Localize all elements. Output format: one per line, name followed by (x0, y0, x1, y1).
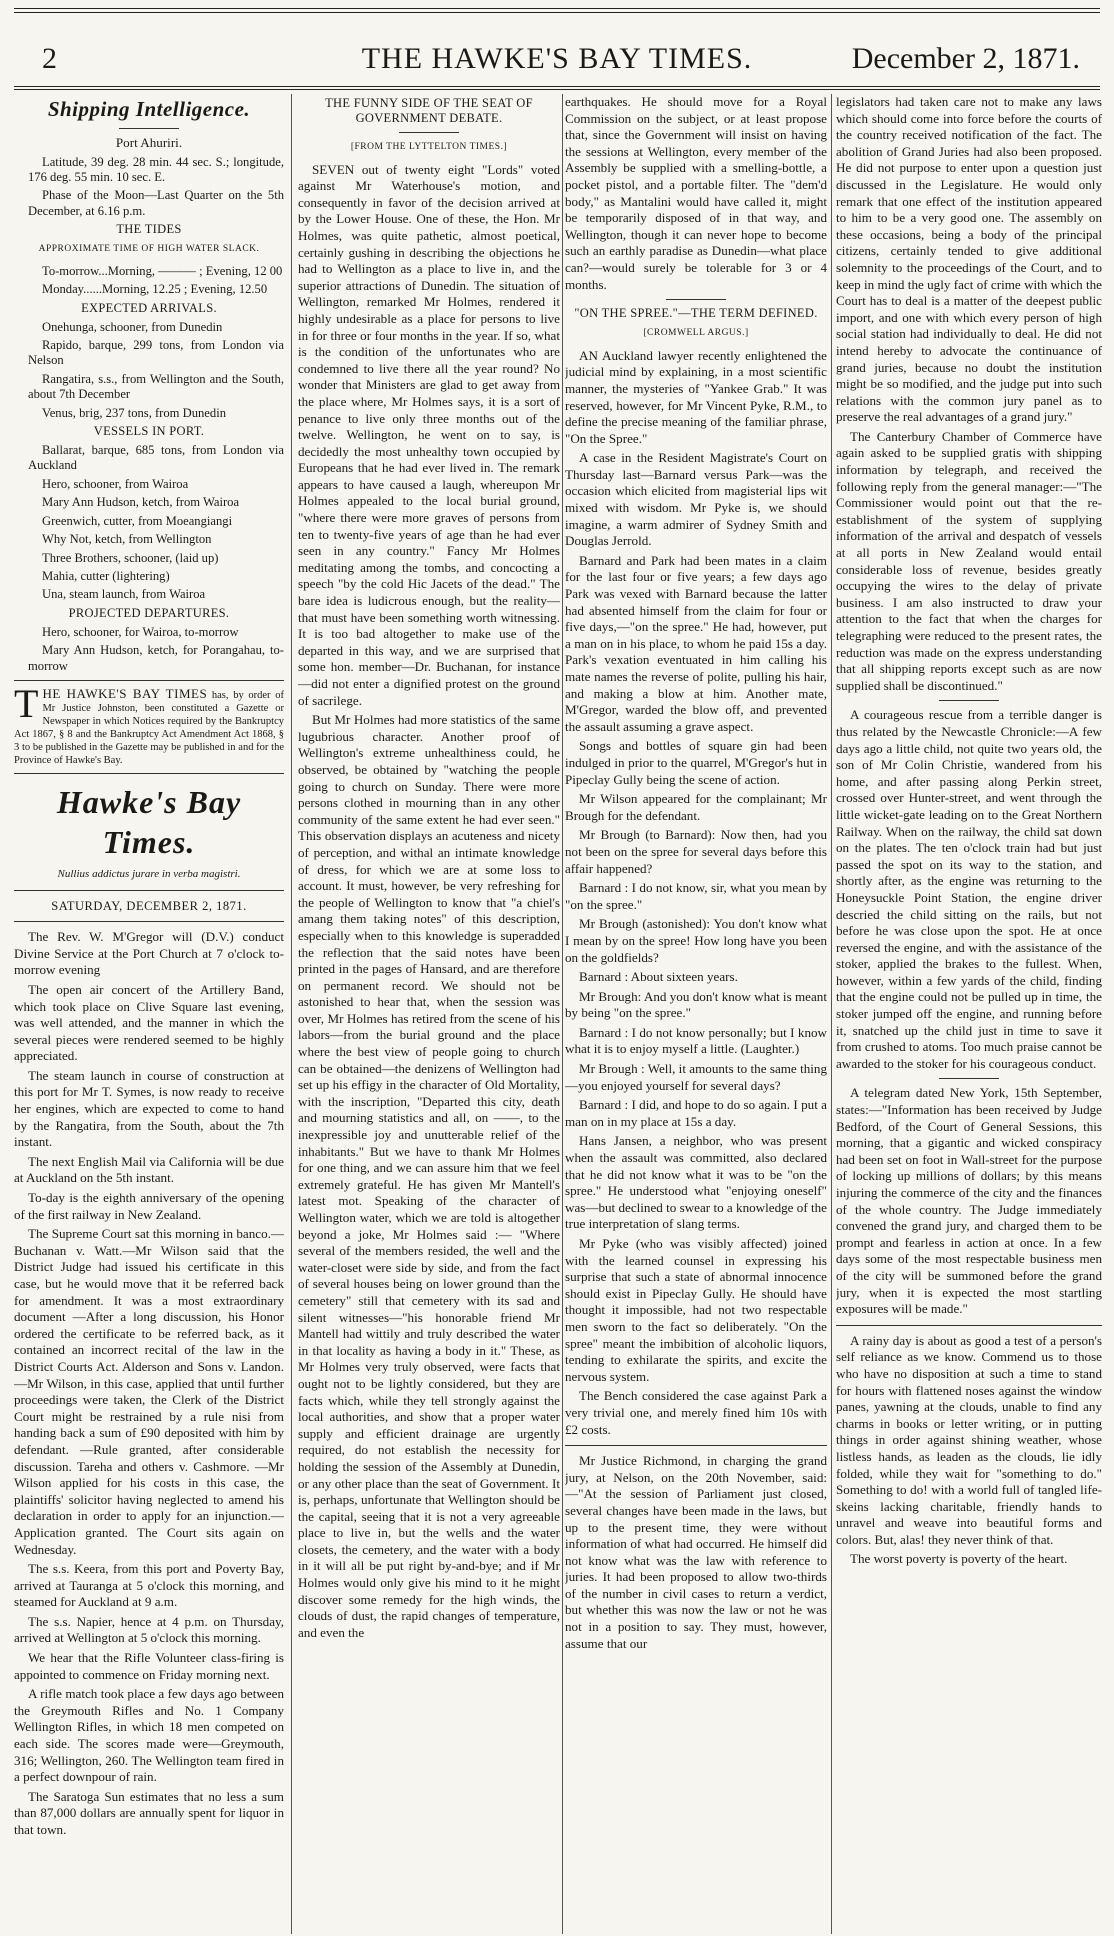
article-paragraph: A rainy day is about as good a test of a person's self reliance as we know. Commend us to those who have no disposition at such a time to stand for hours with flattened noses against the window panes, yawning at the clouds, unable to find any charms in books or letter writing, or in putting things in order against shining weather, whose listless hands, as leaden as the clouds, lie idly folded, while they wait for "something to do." Something to do! with a world full of tangled life-skeins lacking charitable, friendly hands to unravel and weave into beautiful forms and colors. But, alas! they never think of that. (836, 1332, 1102, 1547)
tide-row: Monday......Morning, 12.25 ; Evening, 12.50 (42, 282, 268, 297)
departure-item: Hero, schooner, for Wairoa, to-morrow (42, 624, 239, 639)
news-paragraph: The Supreme Court sat this morning in banco.—Buchanan v. Watt.—Mr Wilson said that the District Judge had issued his certificate in this case, but he would move that it be referred back for amendment. It was a most extraordinary document —After a long discussion, his Honor ordered the certificate to be referred back, as it contained an incorrect recital of the law in the District Courts Act. Alderson and Sons v. Landon.—Mr Wilson, in this case, applied that until further proceedings were taken, the Clerk of the District Court might be restrained by a rule nisi from handing back a sum of £90 deposited with him by defendant. —Rule granted, after considerable discussion. Tareha and others v. Cashmore. —Mr Wilson applied for his costs in this case, the plaintiffs' solicitor having neglected to amend his declaration in order to apply for an injunction.—Application granted. The Court sits again on Wednesday. (14, 1226, 284, 1557)
divider (14, 890, 284, 891)
article-paragraph: Mr Brough: And you don't know what is meant by being "on the spree." (565, 988, 827, 1021)
arrival-item: Rapido, barque, 299 tons, from London via Nelson (28, 338, 284, 368)
news-paragraph: A rifle match took place a few days ago between the Greymouth Rifles and No. 1 Company Wellington Rifles, in which 18 men competed on each side. The scores made were—Greymouth, 316; Wellington, 260. The Wellington team fired in a perfect downpour of rain. (14, 1686, 284, 1785)
paper-title: THE HAWKE'S BAY TIMES. (361, 42, 753, 75)
article-paragraph: AN Auckland lawyer recently enlightened the judicial mind by explaining, in a most scientific manner, the mysteries of "Yankee Grab." It was reserved, however, for Mr Vincent Pyke, R.M., to define the precise meaning of the familiar phrase, "On the Spree." (565, 347, 827, 446)
article-heading: "ON THE SPREE."—THE TERM DEFINED. (574, 306, 818, 321)
masthead-title: Hawke's Bay Times. (56, 783, 242, 860)
article-paragraph: Barnard and Park had been mates in a claim for the last four or five years; a few days ago Park was vexed with Barnard because the latter had absented himself from the claim for four or five days,—"on the spree." He had, however, put a man on in his place, to whom he paid 15s a day. Park's vexation eventuated in him calling his mate names the reverse of polite, pulling his hair, and making a blow at him. Another mate, M'Gregor, warded the blow off, and prevented the assault assuming a grave aspect. (565, 552, 827, 734)
article-paragraph: The Bench considered the case against Park a very trivial one, and merely fined him 10s with £2 costs. (565, 1388, 827, 1437)
news-paragraph: The Rev. W. M'Gregor will (D.V.) conduct Divine Service at the Port Church at 7 o'clock to-morrow evening (14, 929, 284, 978)
in-port-item: Una, steam launch, from Wairoa (42, 587, 206, 602)
article-heading: THE FUNNY SIDE OF THE SEAT OF GOVERNMENT DEBATE. (325, 96, 533, 125)
article-paragraph: The worst poverty is poverty of the heart. (850, 1551, 1068, 1567)
article-paragraph: SEVEN out of twenty eight "Lords" voted against Mr Waterhouse's motion, and consequently in favor of the decision arrived at by the Lower House. One of these, the Hon. Mr Holmes, was quite pathetic, almost poetical, certainly gushing in describing the objections he had to Wellington as a place to live in, and the superior attractions of Dunedin. The situation of Wellington, remarked Mr Holmes, rendered it highly undesirable as a place for persons to live in for three or four months in the year. If so, what is the condition of the unfortunates who are condemned to live there all the year round? No wonder that Ministers are glad to get away from the place where, Mr Holmes says, it is a sort of penance to live only three months out of the twelve. Wellington, he went on to say, is decidedly the most unhealthy town occupied by Europeans that he had ever lived in. The remark appears to have caused a laugh, whereupon Mr Holmes appealed to the local burial ground, "where there were more graves of persons from ten to twenty-five years of age than he had ever seen in any country." Fancy Mr Holmes meditating among the tombs, and concocting a speech "by the cold Hic Jacets of the dead." The bare idea is ludicrous enough, but the reality—that must have been something worth witnessing. It is too bad altogether to make use of the departed in this way, and we are surprised that some hon. member—Dr. Buchanan, for instance—did not enter a dignified protest on the ground of sacrilege. (298, 161, 560, 708)
departure-item: Mary Ann Hudson, ketch, for Porangahau, to-morrow (28, 643, 284, 673)
article-paragraph: Barnard : I do not know, sir, what you mean by "on the spree." (565, 880, 827, 912)
in-port-item: Mary Ann Hudson, ketch, from Wairoa (42, 495, 240, 510)
motto: Nullius addictus jurare in verba magistri. (57, 867, 241, 880)
article-paragraph: Hans Jansen, a neighbor, who was present when the assault was committed, also declared that he did not know what it was to be "on the spree." He understood what "enjoying oneself" was—but declined to swear to a knowledge of the true interpretation of slang terms. (565, 1133, 827, 1232)
arrival-item: Rangatira, s.s., from Wellington and the South, about 7th December (28, 371, 284, 402)
news-paragraph: The open air concert of the Artillery Band, which took place on Clive Square last evening, was well attended, and the manner in which the several pieces were rendered seemed to be highly appreciated. (14, 981, 284, 1064)
tides-heading: THE TIDES (116, 222, 182, 237)
article-paragraph: Mr Pyke (who was visibly affected) joined with the learned counsel in expressing his surprise that such a state of abnormal innocence should exist in Pipeclay Gully. He should have thought it impossible, had not two respectable men sworn to the fact so deliberately. "On the spree" meant the imbibition of alcoholic liquors, tending to exhilarate the spirits, and excite the nervous system. (565, 1236, 827, 1384)
article-paragraph: earthquakes. He should move for a Royal Commission on the subject, or at least propose that, since the Government will insist on having the sessions at Wellington, every member of the Assembly be supplied with a smelling-bottle, a pocket pistol, and a portable filter. The "dem'd body," as Mantalini would have called it, might be temporarily disposed of in that way, and Wellington, though it can never hope to become such an earthly paradise as Dunedin—what place can?—would surely be tolerable for 3 or 4 months. (565, 94, 827, 292)
article-paragraph: The Canterbury Chamber of Commerce have again asked to be supplied gratis with shipping information by telegraph, and received the following reply from the general manager:—"The Commissioner would point out that the re-establishment of the system of supplying information of the arrival and despatch of vessels at all ports in New Zealand would entail considerable loss of revenue, besides greatly occupying the wires to the delay of private business. I am also instructed to draw your attention to the fact that when the charges for telegraphing were reduced to the present rates, the reduction was made on the express understanding that all shipping reports except such as are now supplied shall be discontinued." (836, 428, 1102, 693)
article-paragraph: Barnard : I do not know personally; but I know what it is to enjoy myself a little. (Laughter.) (565, 1024, 827, 1057)
divider (399, 132, 459, 133)
divider (939, 700, 999, 701)
news-paragraph: We hear that the Rifle Volunteer class-firing is appointed to commence on Friday morning next. (14, 1650, 284, 1682)
article-paragraph: Mr Brough : Well, it amounts to the same thing—you enjoyed yourself for several days? (565, 1061, 827, 1093)
news-paragraph: The next English Mail via California will be due at Auckland on the 5th instant. (14, 1153, 284, 1186)
header-rule (14, 86, 1100, 87)
article-paragraph: Barnard : About sixteen years. (579, 969, 738, 985)
article-paragraph: A case in the Resident Magistrate's Court on Thursday last—Barnard versus Park—was the occasion which elicited from magisterial lips wit mixed with wisdom. Mr Pyke is, we should imagine, a warm admirer of Sydney Smith and Douglas Jerrold. (565, 450, 827, 549)
article-source: [CROMWELL ARGUS.] (643, 328, 749, 339)
article-paragraph: A telegram dated New York, 15th September, states:—"Information has been received by Judge Bedford, of the Court of General Sessions, this morning, that a gigantic and wicked conspiracy had been set on foot in Wall-street for the purpose of locking up millions of dollars; by this means injuring the commerce of the city and the finances of the whole country. The Judge immediately convened the grand jury, and charged them to be prompt and fearless in action at once. In a few days some of the most respectable business men of the city will be summoned before the grand jury, when it is expected the most startling exposures will be made." (836, 1085, 1102, 1317)
in-port-item: Hero, schooner, from Wairoa (42, 476, 189, 491)
news-paragraph: The s.s. Napier, hence at 4 p.m. on Thursday, arrived at Wellington at 5 o'clock this morning. (14, 1613, 284, 1646)
in-port-item: Greenwich, cutter, from Moeangiangi (42, 513, 233, 528)
article-paragraph: But Mr Holmes had more statistics of the same lugubrious character. Another proof of Wellington's extreme unhealthiness could, he observed, be obtained by "watching the people going to church on Sunday. There were more persons clothed in mourning than in any other community of the same extent he had ever seen." This observation displays an acuteness and nicety of perception, and withal an intimate knowledge of dress, for which we are at some loss to account. It must, however, be very refreshing for the people of Wellington to know that "a chiel's amang them taking notes" of this description, especially when to this knowledge is superadded the reflection that the said notes have been printed in the pages of Hansard, and are therefore on permanent record. We should not be astonished to hear that, when the session was over, Mr Holmes has retired from the scene of his labors—from the burial ground and the place where the best view of people going to church can be obtained—the denizens of Wellington had set up his effigy in the character of Old Mortality, with the inscription, "Departed this city, death and mourning statistics and all, on ——, to the inexpressible joy and unutterable relief of the inhabitants." But we have to thank Mr Holmes for one thing, and we can assure him that we feel extremely grateful. He has given Mr Mantell's latest mot. Speaking of the character of Wellington water, which we are told is altogether beyond a joke, Mr Holmes said :— "Where several of the members resided, the well and the water-closet were side by side, and from the fact of several houses being on lower ground than the cemetery" still that cemetery with its sad and silent witnesses—"his honorable friend Mr Mantell had wittily and truly described the water in that locality as having a body in it." These, as Mr Holmes very truly observed, were facts that ought not to be lightly considered, but they are facts which, while they tell strongly against the local authorities, and show that a proper water supply and efficient drainage are urgently required, do not establish the necessity for holding the session of the Assembly at Dunedin, or any other place than the seat of Government. It is, perhaps, unfortunate that Wellington should be the capital, seeing that it is not a very agreeable place to live in, but the wells and the water closets, the cemetery, and the water with a body in it will all be put right by-and-bye; and if Mr Holmes would only give his mind to it he might discover some remedy for the high winds, the clouds of dust, the rapid changes of temperature, and even the (298, 712, 560, 1640)
article-paragraph: legislators had taken care not to make any laws which should come into force before the courts of the country received notification of the fact. The abolition of Grand Juries had also been proposed. He did not purpose to enter upon a question just discussed in the Legislature. He would only remark that one effect of the institution appeared to him to be a very good one. The assembly on these occasions, being a body of the principal citizens, certainly tended to give additional solemnity to the proceedings of the Court, and to keep in mind the ugly fact of crime with which the Court has to deal is a matter of the deepest public import, and one with which every person of high social station had individually to deal. He did not intend hereby to advocate the continuance of grand juries, because no doubt the institution might be so modified, and the judge put into such relations with the common jury panel as to preserve the real advantages of a grand jury." (836, 94, 1102, 425)
notice-title: HE HAWKE'S BAY TIMES (42, 685, 208, 701)
page-header (14, 42, 1100, 84)
article-paragraph: Songs and bottles of square gin had been indulged in prior to the quarrel, M'Gregor's hut in Pipeclay Gully being the scene of action. (565, 738, 827, 787)
article-paragraph: A courageous rescue from a terrible danger is thus related by the Newcastle Chronicle:—A few days ago a little child, not quite two years old, the son of Mr Colin Christie, wandered from his home, and after passing along Perkin street, crossed over Hunter-street, and went through the little wicket-gate leading on to the Great Northern Railway. When on the railway, the child sat down on the plates. The ten o'clock train had but just passed the spot on its way to the station, and shortly after, as the engine was returning to the Honeysuckle Point Station, the engine driver descried the child sitting on the rails, but not before he was close upon the spot. He at once reversed the engine, and with the assistance of the stoker, applied the brakes to the fullest. When, however, within a few yards of the child, finding that the engine could not be pulled up in time, the stoker jumped off the engine, and running before it, snatched up the child just in time to save it from crushed to atoms. Too much praise cannot be awarded to the stoker for his courageous conduct. (836, 707, 1102, 1071)
divider (119, 128, 179, 129)
column-divider-1 (291, 94, 292, 1934)
column-divider-2 (562, 94, 563, 1934)
divider (14, 921, 284, 922)
news-paragraph: The steam launch in course of construction at this port for Mr T. Symes, is now ready to receive her engines, which are expected to come to hand by the Rangatira, from the South, about the 7th instant. (14, 1067, 284, 1150)
news-paragraph: The Saratoga Sun estimates that no less a sum than 87,000 dollars are annually spent for liquor in that town. (14, 1788, 284, 1837)
article-source: [FROM THE LYTTELTON TIMES.] (350, 142, 508, 152)
in-port-heading: VESSELS IN PORT. (93, 424, 205, 439)
top-rule (14, 8, 1100, 9)
article-paragraph: Mr Brough (astonished): You don't know what I mean by on the spree! How long have you been on the goldfields? (565, 916, 827, 965)
issue-date: December 2, 1871. (851, 42, 1080, 75)
tides-subheading: APPROXIMATE TIME OF HIGH WATER SLACK. (38, 244, 260, 255)
column-4 (836, 94, 1102, 1934)
in-port-item: Three Brothers, schooner, (laid up) (42, 550, 219, 565)
shipping-heading: Shipping Intelligence. (47, 97, 251, 121)
divider (565, 1445, 827, 1446)
gazette-notice (14, 680, 284, 774)
port-name: Port Ahuriri. (115, 135, 183, 150)
header-rule-2 (14, 89, 1100, 90)
article-paragraph: Mr Justice Richmond, in charging the grand jury, at Nelson, on the 20th November, said:—"At the session of Parliament just closed, several changes have been made in the laws, but up to the present time, they were without information of what had occurred. He himself did not know what was the law with reference to juries. It had been proposed to allow two-thirds of the number in civil cases to return a verdict, but whether this was now the law or not he was not in a position to say. They must, however, assume that our (565, 1453, 827, 1651)
divider (836, 1325, 1102, 1326)
in-port-item: Mahia, cutter (lightering) (42, 568, 170, 583)
news-paragraph: To-day is the eighth anniversary of the opening of the first railway in New Zealand. (14, 1190, 284, 1222)
column-1 (14, 94, 284, 1934)
column-3 (565, 94, 827, 1934)
top-rule-2 (14, 12, 1100, 13)
divider (939, 1078, 999, 1079)
arrival-item: Venus, brig, 237 tons, from Dunedin (42, 405, 226, 420)
moon-phase: Phase of the Moon—Last Quarter on the 5th December, at 6.16 p.m. (28, 188, 284, 218)
arrivals-heading: EXPECTED ARRIVALS. (81, 300, 217, 315)
arrival-item: Onehunga, schooner, from Dunedin (42, 319, 223, 334)
divider (666, 299, 726, 300)
notice-text: has, by order of Mr Justice Johnston, been constituted a Gazette or Newspaper in which Notices required by the Bankruptcy Act 1867, § 8 and the Bankruptcy Act Amendment Act 1868, § 3 to be published in the Gazette may be published in and for the Province of Hawke's Bay. (14, 689, 284, 766)
tide-row: To-morrow...Morning, ——— ; Evening, 12 00 (42, 263, 283, 278)
article-paragraph: Mr Brough (to Barnard): Now then, had you not been on the spree for several days before this affair happened? (565, 827, 827, 876)
page-number: 2 (42, 42, 57, 75)
article-paragraph: Barnard : I did, and hope to do so again. I put a man on in my place at 15s a day. (565, 1097, 827, 1129)
column-divider-3 (831, 94, 832, 1934)
latlong: Latitude, 39 deg. 28 min. 44 sec. S.; longitude, 176 deg. 55 min. 10 sec. E. (28, 154, 284, 184)
dateline: SATURDAY, DECEMBER 2, 1871. (51, 898, 247, 913)
column-2 (298, 94, 560, 1934)
news-paragraph: The s.s. Keera, from this port and Poverty Bay, arrived at Tauranga at 5 o'clock this morning, and steamed for Auckland at 9 a.m. (14, 1561, 284, 1610)
in-port-item: Ballarat, barque, 685 tons, from London via Auckland (28, 443, 284, 473)
in-port-item: Why Not, ketch, from Wellington (42, 532, 212, 547)
departures-heading: PROJECTED DEPARTURES. (68, 605, 230, 620)
notice-drop-cap: T (14, 680, 39, 726)
article-paragraph: Mr Wilson appeared for the complainant; Mr Brough for the defendant. (565, 791, 827, 823)
